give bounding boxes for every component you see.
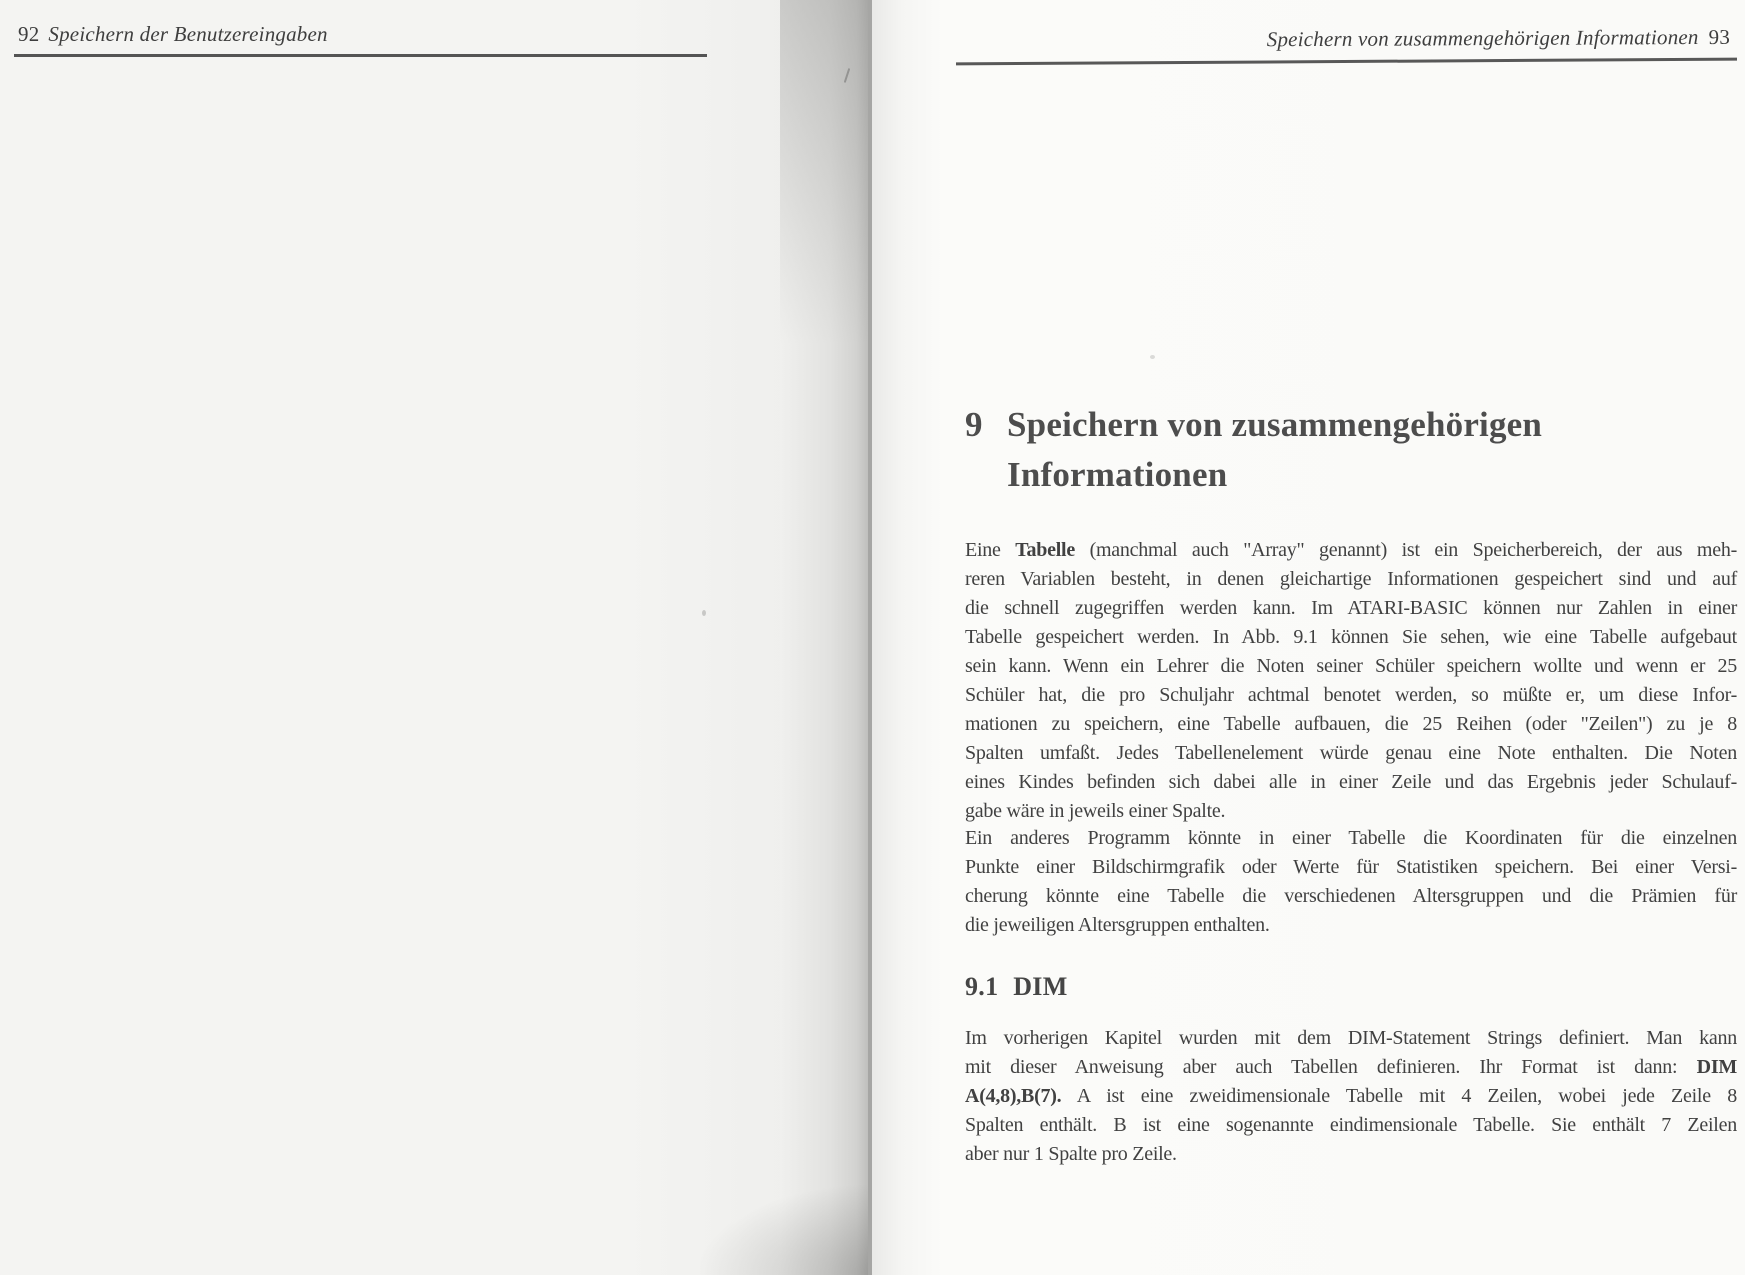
left-header-rule xyxy=(14,54,707,57)
body-line: Im vorherigen Kapitel wurden mit dem DIM-Statement Strings definiert. Man kann xyxy=(965,1027,1737,1049)
body-line: mit dieser Anweisung aber auch Tabellen definieren. Ihr Format ist dann: DIM xyxy=(965,1056,1737,1078)
body-line: gabe wäre in jeweils einer Spalte. xyxy=(965,800,1226,822)
paragraph xyxy=(965,824,1737,940)
left-running-header xyxy=(18,22,328,47)
body-line: Punkte einer Bildschirmgrafik oder Werte für Statistiken speichern. Bei einer Versi- xyxy=(965,856,1737,878)
left-page-number: 92 xyxy=(18,22,40,46)
chapter-title-line: Informationen xyxy=(1007,455,1228,494)
body-line: die jeweiligen Altersgruppen enthalten. xyxy=(965,914,1270,936)
body-line: aber nur 1 Spalte pro Zeile. xyxy=(965,1143,1177,1165)
body-line: Spalten umfaßt. Jedes Tabellenelement würde genau eine Note enthalten. Die Noten xyxy=(965,742,1737,764)
body-line: sein kann. Wenn ein Lehrer die Noten seiner Schüler speichern wollte und wenn er 25 xyxy=(965,655,1737,677)
body-line: Tabelle gespeichert werden. In Abb. 9.1 können Sie sehen, wie eine Tabelle aufgebaut xyxy=(965,626,1737,648)
chapter-title xyxy=(965,400,1542,500)
body-line: Schüler hat, die pro Schuljahr achtmal benotet werden, so müßte er, um diese Infor- xyxy=(965,684,1737,706)
paragraph xyxy=(965,1024,1737,1169)
body-line: Eine Tabelle (manchmal auch "Array" genannt) ist ein Speicherbereich, der aus meh- xyxy=(965,539,1738,561)
gutter-top-shadow xyxy=(780,0,870,345)
right-page-number: 93 xyxy=(1708,24,1731,49)
body-line: Spalten enthält. B ist eine sogenannte eindimensionale Tabelle. Sie enthält 7 Zeilen xyxy=(965,1114,1737,1136)
left-page xyxy=(0,0,790,1275)
chapter-number: 9 xyxy=(965,405,983,444)
body-line: A(4,8),B(7). A ist eine zweidimensionale Tabelle mit 4 Zeilen, wobei jede Zeile 8 xyxy=(965,1085,1737,1107)
right-header-title: Speichern von zusammengehörigen Informationen xyxy=(1266,24,1699,52)
left-header-title: Speichern der Benutzereingaben xyxy=(48,22,328,46)
section-heading: 9.1 DIM xyxy=(965,972,1068,1001)
body-line: reren Variablen besteht, in denen gleichartige Informationen gespeichert sind und auf xyxy=(965,568,1737,590)
paragraph xyxy=(965,536,1737,826)
body-line: mationen zu speichern, eine Tabelle aufbauen, die 25 Reihen (oder "Zeilen") zu je 8 xyxy=(965,713,1737,735)
body-line: die schnell zugegriffen werden kann. Im ATARI-BASIC können nur Zahlen in einer xyxy=(965,597,1737,619)
chapter-title-text xyxy=(1007,400,1542,500)
body-line: eines Kindes befinden sich dabei alle in einer Zeile und das Ergebnis jeder Schulauf- xyxy=(965,771,1737,793)
scan-speck xyxy=(702,610,706,616)
body-line: cherung könnte eine Tabelle die verschiedenen Altersgruppen und die Prämien für xyxy=(965,885,1737,907)
scan-speck xyxy=(1150,355,1155,359)
chapter-title-line: Speichern von zusammengehörigen xyxy=(1007,405,1543,444)
body-line: Ein anderes Programm könnte in einer Tabelle die Koordinaten für die einzelnen xyxy=(965,827,1737,849)
right-running-header xyxy=(900,25,1730,54)
